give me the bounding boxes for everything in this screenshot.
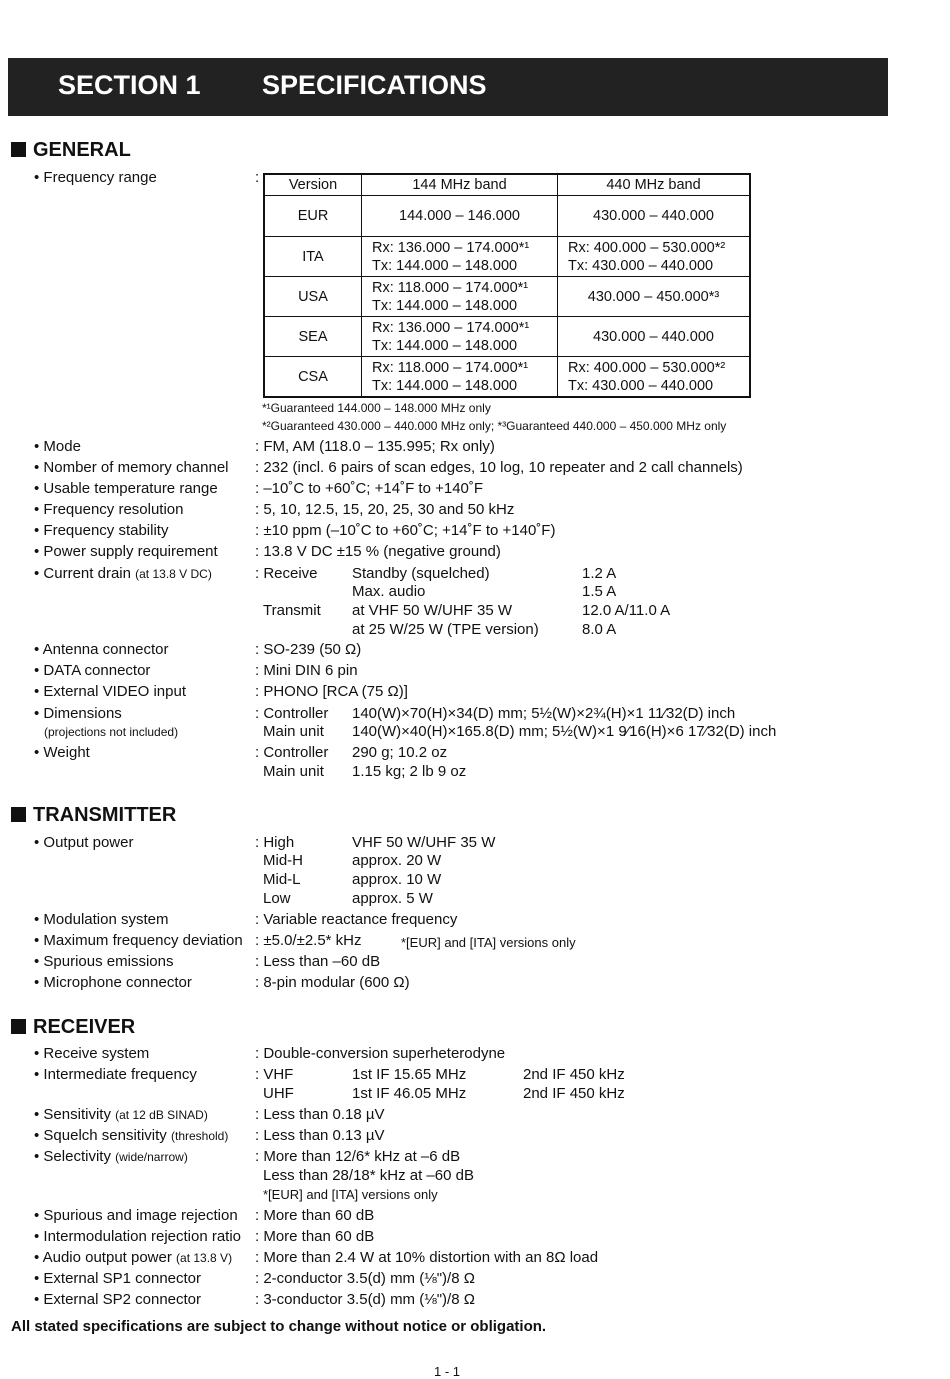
spec-label: • Receive system [34,1045,150,1062]
spec-value: Mid-H [263,852,303,869]
spec-label: • Power supply requirement [34,543,218,560]
spec-value: : Controller [255,705,329,722]
spec-value: : Less than 0.18 µV [255,1106,385,1123]
page-number: 1 - 1 [434,1364,461,1379]
spec-value: : More than 60 dB [255,1228,375,1245]
spec-label: • Nomber of memory channel [34,459,229,476]
section-number: SECTION 1 [58,70,201,100]
table-row: USA Rx: 118.000 – 174.000*¹ Tx: 144.000 – 148.000 430.000 – 450.000*³ [264,277,750,317]
spec-value: 1.5 A [582,583,617,600]
spec-label: • Intermediate frequency [34,1066,197,1083]
spec-value: : 8-pin modular (600 Ω) [255,974,410,991]
heading-receiver: RECEIVER [11,1016,135,1039]
spec-value: : 232 (incl. 6 pairs of scan edges, 10 log, 10 repeater and 2 call channels) [255,459,743,476]
table-row: CSA Rx: 118.000 – 174.000*¹ Tx: 144.000 – 148.000 Rx: 400.000 – 530.000*² Tx: 430.000 – 440.000 [264,357,750,398]
spec-label: • Spurious and image rejection [34,1207,238,1224]
heading-general: GENERAL [11,139,131,162]
spec-value: 2nd IF 450 kHz [523,1066,625,1083]
spec-note: *[EUR] and [ITA] versions only [263,1187,438,1202]
spec-value: 12.0 A/11.0 A [582,602,671,619]
spec-value: at VHF 50 W/UHF 35 W [352,602,513,619]
spec-value: : 13.8 V DC ±15 % (negative ground) [255,543,501,560]
spec-label: • Antenna connector [34,641,169,658]
spec-value: : ±10 ppm (–10˚C to +60˚C; +14˚F to +140˚F) [255,522,556,539]
spec-value: 2nd IF 450 kHz [523,1085,625,1102]
spec-label: • Sensitivity (at 12 dB SINAD) [34,1106,208,1123]
freq-range-label: • Frequency range [34,169,157,186]
spec-value: Standby (squelched) [352,565,490,582]
spec-label: • External VIDEO input [34,683,186,700]
spec-value: : More than 60 dB [255,1207,375,1224]
spec-value: : More than 2.4 W at 10% distortion with an 8Ω load [255,1249,599,1266]
spec-value: : Less than 0.13 µV [255,1127,385,1144]
spec-note: *[EUR] and [ITA] versions only [401,935,576,950]
spec-label: • Selectivity (wide/narrow) [34,1148,188,1165]
spec-value: Main unit [263,763,324,780]
table-row: EUR 144.000 – 146.000 430.000 – 440.000 [264,196,750,237]
table-row: SEA Rx: 136.000 – 174.000*¹ Tx: 144.000 – 148.000 430.000 – 440.000 [264,317,750,357]
table-row: ITA Rx: 136.000 – 174.000*¹ Tx: 144.000 – 148.000 Rx: 400.000 – 530.000*² Tx: 430.000 – 440.000 [264,237,750,277]
spec-label: • Dimensions [34,705,122,722]
spec-label: • Intermodulation rejection ratio [34,1228,242,1245]
spec-value: : 3-conductor 3.5(d) mm (⅛")/8 Ω [255,1291,475,1308]
spec-value: : Receive [255,565,318,582]
spec-value: 1st IF 46.05 MHz [352,1085,467,1102]
spec-value: : Less than –60 dB [255,953,381,970]
spec-value: at 25 W/25 W (TPE version) [352,621,539,638]
spec-label: • Current drain (at 13.8 V DC) [34,565,212,582]
bullet-square-icon [11,1019,26,1034]
frequency-table [263,173,751,398]
spec-label: • Microphone connector [34,974,192,991]
spec-value: VHF 50 W/UHF 35 W [352,834,496,851]
spec-label: • Output power [34,834,134,851]
spec-value: Max. audio [352,583,426,600]
spec-value: approx. 5 W [352,890,433,907]
bullet-square-icon [11,807,26,822]
spec-value: 1.15 kg; 2 lb 9 oz [352,763,467,780]
spec-value: 1.2 A [582,565,617,582]
spec-label: • Frequency resolution [34,501,184,518]
table-note-2: *²Guaranteed 430.000 – 440.000 MHz only; *³Guaranteed 440.000 – 450.000 MHz only [262,419,727,433]
spec-value: 8.0 A [582,621,617,638]
spec-value: approx. 10 W [352,871,442,888]
section-banner [8,58,888,116]
spec-value: : Controller [255,744,329,761]
spec-label: • Usable temperature range [34,480,218,497]
spec-value: Low [263,890,291,907]
spec-value: : SO-239 (50 Ω) [255,641,362,658]
spec-label: • External SP1 connector [34,1270,202,1287]
spec-label: • Frequency stability [34,522,169,539]
spec-value: UHF [263,1085,294,1102]
spec-value: : ±5.0/±2.5* kHz [255,932,362,949]
spec-label-note: (projections not included) [44,725,179,739]
heading-transmitter: TRANSMITTER [11,804,176,827]
spec-label: • Maximum frequency deviation [34,932,243,949]
spec-value: : VHF [255,1066,294,1083]
spec-label: • Modulation system [34,911,169,928]
spec-label: • Squelch sensitivity (threshold) [34,1127,229,1144]
spec-label: • Weight [34,744,90,761]
spec-value: 140(W)×40(H)×165.8(D) mm; 5½(W)×1 9⁄16(H)×6 17⁄32(D) inch [352,723,777,740]
spec-value: Less than 28/18* kHz at –60 dB [263,1167,474,1184]
col-version: Version [264,174,362,196]
table-note-1: *¹Guaranteed 144.000 – 148.000 MHz only [262,401,491,415]
spec-value: : Mini DIN 6 pin [255,662,358,679]
disclaimer: All stated specifications are subject to change without notice or obligation. [11,1318,547,1335]
spec-label: • External SP2 connector [34,1291,202,1308]
spec-value: : High [255,834,295,851]
spec-value: : More than 12/6* kHz at –6 dB [255,1148,461,1165]
bullet-square-icon [11,142,26,157]
spec-value: 1st IF 15.65 MHz [352,1066,467,1083]
spec-value: 290 g; 10.2 oz [352,744,448,761]
spec-label: • Audio output power (at 13.8 V) [34,1249,233,1266]
spec-value: Mid-L [263,871,301,888]
col-144: 144 MHz band [362,174,558,196]
spec-label: • DATA connector [34,662,151,679]
freq-colon: : [255,169,260,186]
table-header-row [264,174,750,196]
col-440: 440 MHz band [558,174,751,196]
spec-value: : FM, AM (118.0 – 135.995; Rx only) [255,438,495,455]
spec-value: 140(W)×70(H)×34(D) mm; 5½(W)×2¾(H)×1 11⁄32(D) inch [352,705,736,722]
section-title: SPECIFICATIONS [262,70,487,100]
spec-value: Main unit [263,723,324,740]
spec-label: • Spurious emissions [34,953,174,970]
spec-value: approx. 20 W [352,852,442,869]
spec-value: : 5, 10, 12.5, 15, 20, 25, 30 and 50 kHz [255,501,515,518]
spec-value: : Double-conversion superheterodyne [255,1045,506,1062]
spec-value: : 2-conductor 3.5(d) mm (⅛")/8 Ω [255,1270,475,1287]
spec-value: : Variable reactance frequency [255,911,458,928]
spec-value: : PHONO [RCA (75 Ω)] [255,683,408,700]
spec-value: : –10˚C to +60˚C; +14˚F to +140˚F [255,480,484,497]
spec-value: Transmit [263,602,321,619]
spec-label: • Mode [34,438,81,455]
